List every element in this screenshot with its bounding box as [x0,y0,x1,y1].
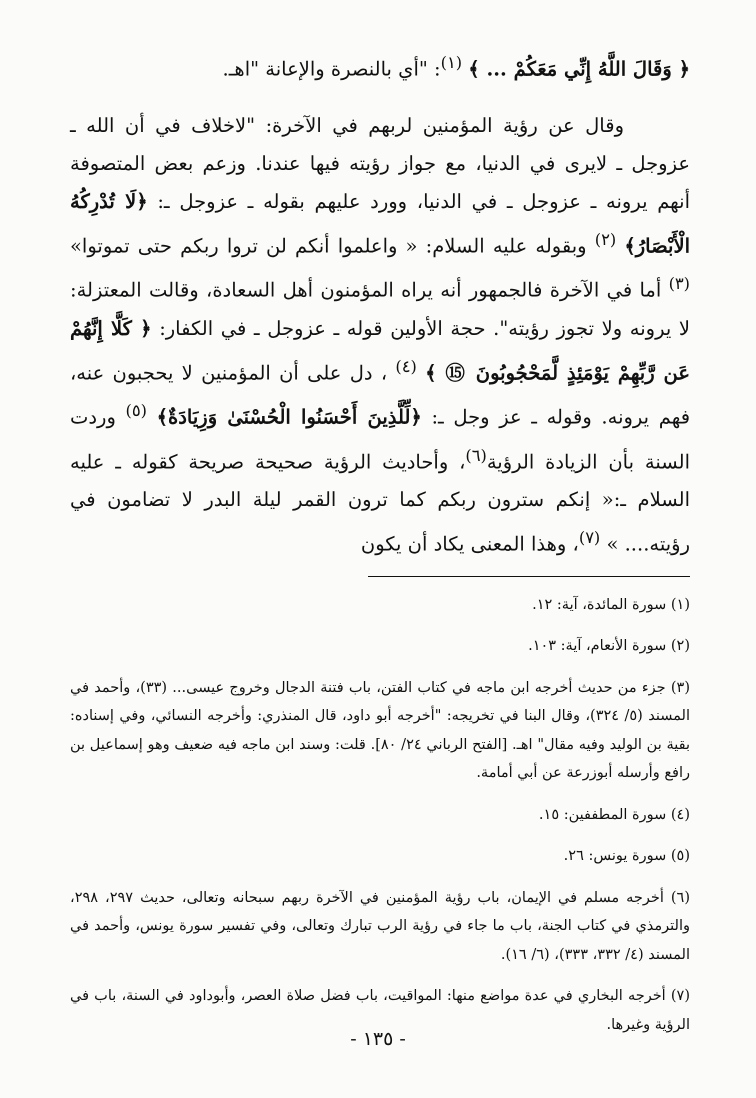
paragraph-text: أما في الآخرة فالجمهور أنه يراه المؤمنون أهل السعادة، وقالت المعتزلة: لا يرونه ولا تجوز رؤيته". حجة الأولين قوله ـ عزوجل ـ في الكفار: [70,278,691,340]
footnote-ref: (٧) [578,528,601,547]
paragraph-text: وقال عن رؤية المؤمنين لربهم في الآخرة: "لاخلاف في أن الله ـ عزوجل ـ لايرى في الدنيا، مع جواز رؤيته فيها عندنا. وزعم بعض المتصوفة أنهم يرونه ـ عزوجل ـ في الدنيا، وورد عليهم بقوله ـ عزوجل ـ: [70,113,691,213]
footnotes [70,591,690,1040]
paragraph-1 [70,44,690,89]
footnote-ref: (١) [440,53,463,72]
footnote-2: (٢) سورة الأنعام، آية: ١٠٣. [528,638,690,654]
footnote-4: (٤) سورة المطففين: ١٥. [538,806,690,823]
main-text [70,44,690,564]
page-number: - ١٣٥ - [350,1028,406,1050]
quran-verse: ﴿ وَقَالَ اللَّهُ إِنِّي مَعَكُمْ ... ﴾ [468,57,690,81]
paragraph-text: وبقوله عليه السلام: « واعلموا أنكم لن تروا ربكم حتى تموتوا» [70,234,587,257]
quran-verse: ﴿ كَلَّا إِنَّهُمْ عَن رَّبِّهِمْ يَوْمَئِذٍ لَّمَحْجُوبُونَ ⑮ ﴾ [70,316,690,384]
paragraph-text: ، دل على أن المؤمنين لا يحجبون عنه، فهم يرونه. وقوله ـ عز وجل ـ: [70,361,691,429]
paragraph-text: : "أي بالنصرة والإعانة "اهـ. [222,57,441,81]
footnote-ref: (٤) [395,356,417,376]
paragraph-text: ، وأحاديث الرؤية صحيحة صريحة كقوله ـ عليه السلام ـ:« إنكم سترون ربكم كما ترون القمر ليلة البدر لا تضامون في رؤيته.... » [70,450,690,556]
footnote-separator [368,576,690,577]
footnote-1: (١) سورة المائدة، آية: ١٢. [532,596,690,613]
paragraph-text: وردت السنة بأن الزيادة الرؤية [70,405,690,473]
footnote-ref: (٦) [465,445,487,465]
footnote-6: (٦) أخرجه مسلم في الإيمان، باب رؤية المؤمنين في الآخرة ربهم سبحانه وتعالى، حديث ٢٩٧، ٢٩٨، والترمذي في كتاب الجنة، باب ما جاء في رؤية الرب تبارك وتعالى، وفي تفسير سورة يونس، وأحمد في المسند (٤/ ٣٣٢، ٣٣٣)، (٦/ ١٦). [70,889,690,963]
quran-verse: ﴿لِّلَّذِينَ أَحْسَنُوا الْحُسْنَىٰ وَزِيَادَةٌ﴾ [156,405,422,429]
footnote-3: (٣) جزء من حديث أخرجه ابن ماجه في كتاب الفتن، باب فتنة الدجال وخروج عيسى... (٣٣)، وأحمد في المسند (٥/ ٣٢٤)، وقال البنا في تخريجه: "أخرجه أبو داود، قال المنذري: وأخرجه النسائي، وفي إسناده: بقية بن الوليد وفيه مقال" اهـ. [الفتح الرباني ٢٤/ ٨٠]. قلت: وسند ابن ماجه فيه ضعيف وهو إسماعيل بن رافع وأرسله أبوزرعة عن أبي أمامة. [70,679,690,781]
quran-verse: ﴿لَا تُدْرِكُهُ الْأَبْصَارُ﴾ [70,189,690,257]
footnote-7: (٧) أخرجه البخاري في عدة مواضع منها: المواقيت، باب فضل صلاة العصر، وأبوداود في السنة، باب في الرؤية وغيرها. [70,988,690,1033]
footnote-ref: (٥) [125,401,147,420]
paragraph-2 [70,107,690,564]
paragraph-text: ، وهذا المعنى يكاد أن يكون [360,532,579,556]
footnote-ref: (٣) [668,274,690,293]
footnote-ref: (٢) [594,229,617,249]
footnote-5: (٥) سورة يونس: ٢٦. [563,848,690,864]
